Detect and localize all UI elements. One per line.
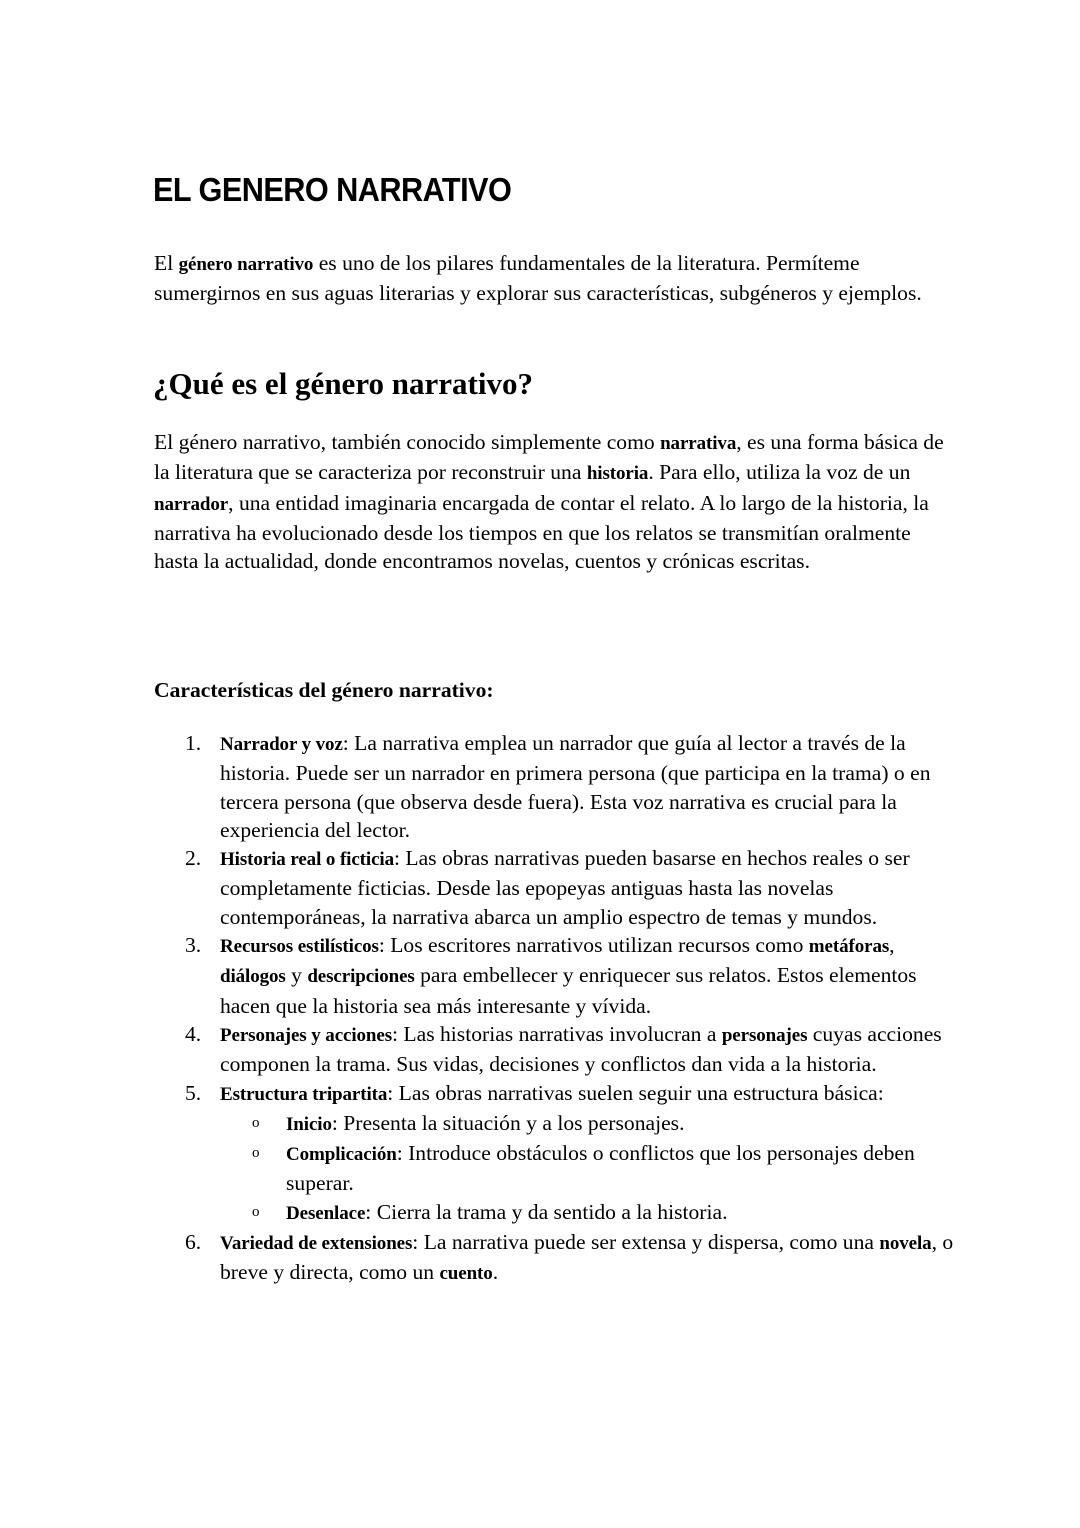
- text-run: : Introduce obstáculos o conflictos que los personajes deben superar.: [286, 1141, 915, 1196]
- list-number: 6.: [185, 1230, 202, 1255]
- characteristic-text: [220, 933, 917, 1018]
- structure-subitem: [220, 1139, 954, 1198]
- bold-term: Inicio: [286, 1113, 332, 1135]
- bold-term: narrador: [154, 493, 229, 515]
- characteristic-text: [220, 1230, 953, 1284]
- characteristics-heading: Características del género narrativo:: [154, 678, 494, 702]
- bold-term: Personajes y acciones: [220, 1024, 393, 1046]
- bold-term: historia: [586, 463, 649, 485]
- bold-term: Narrador y voz: [220, 734, 343, 755]
- characteristic-text: [220, 846, 910, 929]
- text-run: : La narrativa emplea un narrador que guía al lector a través de la historia. Puede ser un narrador en primera persona (que participa en la trama) o en tercera persona (que observa desde fuera). Esta voz narrativa es crucial para la experiencia del lector.: [220, 731, 931, 842]
- section-heading: ¿Qué es el género narrativo?: [153, 366, 533, 401]
- list-number: 2.: [185, 846, 202, 871]
- text-run: , es una forma básica de la literatura que se caracteriza por reconstruir una: [154, 430, 944, 485]
- text-run: : Las obras narrativas pueden basarse en hechos reales o ser completamente ficticias. Desde las epopeyas antiguas hasta las novelas contemporáneas, la narrativa abarca un amplio espectro de temas y mundos.: [220, 846, 910, 929]
- document-title: EL GENERO NARRATIVO: [153, 171, 512, 208]
- circle-bullet-icon: o: [252, 1145, 260, 1162]
- text-run: , o breve y directa, como un: [220, 1230, 954, 1285]
- characteristic-text: [220, 1081, 884, 1105]
- bold-term: Estructura tripartita: [220, 1083, 388, 1105]
- bold-term: metáforas: [808, 936, 890, 958]
- text-run: : La narrativa puede ser extensa y dispersa, como una: [412, 1230, 880, 1255]
- text-run: . Para ello, utiliza la voz de un: [648, 460, 911, 485]
- characteristic-item: [154, 1020, 954, 1079]
- text-run: cuyas acciones componen la trama. Sus vidas, decisiones y conflictos dan vida a la historia.: [220, 1021, 942, 1077]
- circle-bullet-icon: o: [252, 1114, 260, 1131]
- bold-term: narrativa: [660, 433, 737, 454]
- bold-term: Recursos estilísticos: [220, 936, 379, 958]
- bold-term: Historia real o ficticia: [220, 849, 394, 871]
- circle-bullet-icon: o: [252, 1203, 260, 1220]
- list-number: 4.: [185, 1021, 202, 1046]
- text-run: El: [154, 251, 179, 275]
- text-run: para embellecer y enriquecer sus relatos. Estos elementos hacen que la historia sea más interesante y vívida.: [220, 963, 917, 1018]
- definition-paragraph: [154, 428, 954, 575]
- text-run: El género narrativo, también conocido simplemente como: [154, 430, 661, 454]
- structure-subitem: [220, 1198, 954, 1228]
- bold-term: descripciones: [307, 966, 415, 988]
- list-number: 5.: [185, 1080, 202, 1105]
- characteristic-item: [154, 1079, 954, 1228]
- list-number: 1.: [185, 731, 202, 755]
- list-number: 3.: [185, 933, 202, 958]
- text-run: : Los escritores narrativos utilizan recursos como: [378, 933, 809, 958]
- intro-paragraph: [154, 249, 954, 308]
- characteristic-item: [154, 1228, 954, 1289]
- text-run: : Las historias narrativas involucran a: [392, 1021, 722, 1046]
- bold-term: cuento: [439, 1263, 493, 1285]
- structure-sublist: [220, 1109, 954, 1228]
- subitem-text: [286, 1111, 684, 1135]
- subitem-text: [286, 1200, 727, 1224]
- bold-term: Variedad de extensiones: [220, 1233, 413, 1255]
- characteristic-item: [154, 844, 954, 931]
- text-run: : Cierra la trama y da sentido a la historia.: [365, 1199, 728, 1224]
- bold-term: Complicación: [286, 1144, 397, 1166]
- text-run: y: [285, 963, 308, 988]
- text-run: ,: [889, 933, 895, 958]
- structure-subitem: [220, 1109, 954, 1139]
- text-run: : Presenta la situación y a los personajes.: [331, 1110, 685, 1135]
- characteristic-item: [154, 931, 954, 1020]
- text-run: .: [492, 1260, 499, 1285]
- bold-term: diálogos: [220, 966, 286, 988]
- characteristic-text: [220, 1022, 942, 1076]
- characteristic-text: [220, 731, 931, 842]
- text-run: , una entidad imaginaria encargada de contar el relato. A lo largo de la historia, la narrativa ha evolucionado desde los tiempos en que los relatos se transmitían oralmente hasta la actualidad, donde encontramos novelas, cuentos y crónicas escritas.: [154, 490, 929, 574]
- bold-term: personajes: [721, 1024, 808, 1046]
- bold-term: género narrativo: [178, 254, 314, 275]
- bold-term: novela: [879, 1233, 932, 1255]
- text-run: es uno de los pilares fundamentales de la literatura. Permíteme sumergirnos en sus aguas literarias y explorar sus características, subgéneros y ejemplos.: [154, 251, 922, 306]
- subitem-text: [286, 1141, 915, 1195]
- characteristics-list: [154, 729, 954, 1289]
- characteristic-item: [154, 729, 954, 844]
- text-run: : Las obras narrativas suelen seguir una estructura básica:: [387, 1080, 884, 1105]
- bold-term: Desenlace: [286, 1202, 366, 1224]
